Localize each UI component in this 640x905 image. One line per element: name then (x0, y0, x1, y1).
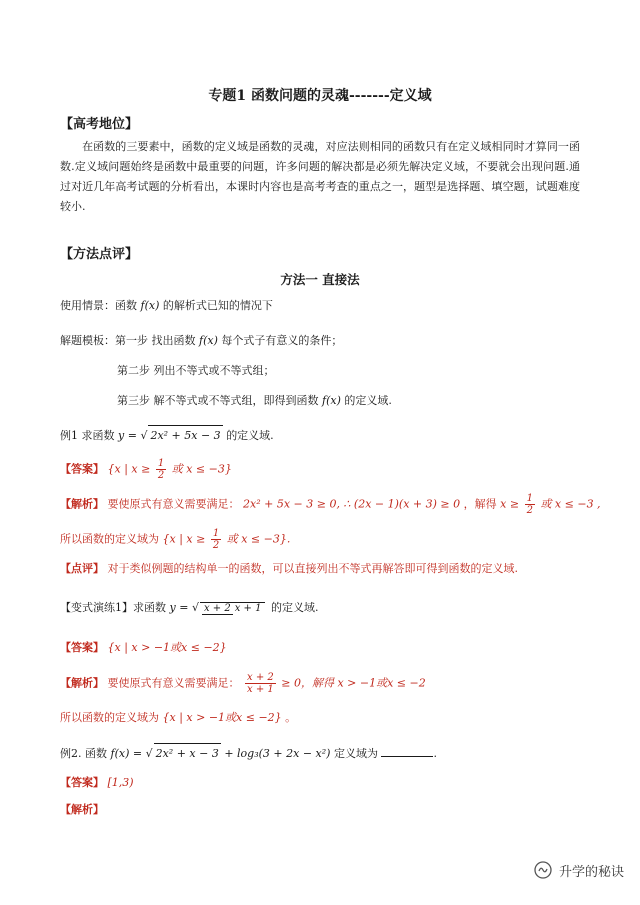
analysis-fraction (245, 672, 276, 695)
fraction-numerator: 1 (157, 458, 165, 469)
watermark (533, 860, 624, 880)
example2-answer-value: [1,3) (107, 776, 134, 789)
analysis-end: 或 x ≤ −3 , (540, 497, 601, 511)
example1-question (60, 425, 274, 446)
answer-tag: 【答案】 (60, 462, 104, 476)
analysis-inequality: 2x² + 5x − 3 ≥ 0, ∴ (2x − 1)(x + 3) ≥ 0 (243, 497, 461, 511)
example1-answer-pre: {x | x ≥ (107, 462, 151, 476)
method1-template-step2: 第二步 列出不等式或不等式组； (117, 364, 275, 377)
fraction-denominator: x + 1 (234, 603, 262, 614)
variant1-answer-value: {x | x > −1或x ≤ −2} (107, 641, 227, 654)
method1-template-step3 (117, 391, 392, 411)
fraction-denominator: 2 (157, 470, 165, 481)
sqrt-symbol: √ (140, 429, 148, 442)
conclusion-math: {x | x > −1或x ≤ −2} (162, 711, 282, 724)
watermark-text: 升学的秘诀 (558, 864, 624, 880)
analysis-text: 要使原式有意义需要满足： (107, 497, 240, 511)
example2-label: 例2. 函数 (60, 747, 107, 760)
fraction-numerator: 1 (526, 493, 533, 504)
analysis-conclusion-end: 或 x ≤ −3}. (226, 532, 291, 546)
comment-text: 对于类似例题的结构单一的函数，可以直接列出不等式再解答即可得到函数的定义域. (107, 562, 518, 575)
fraction-denominator: 2 (212, 540, 220, 551)
example2-radicand: 2x² + x − 3 (154, 743, 221, 764)
example1-label: 例1 求函数 (60, 429, 115, 442)
example2-answer (60, 773, 134, 793)
conclusion-end: 。 (285, 711, 297, 724)
gaokao-paragraph (60, 137, 580, 217)
analysis-mid: ，解得 (463, 497, 497, 511)
analysis-mid: ≥ 0，解得 (281, 676, 334, 690)
use-case-tail: 的解析式已知的情况下 (162, 299, 273, 312)
answer-tag: 【答案】 (60, 776, 104, 789)
page-title: 专题1 函数问题的灵魂-------定义域 (208, 88, 432, 104)
example2-log-part: + log₃(3 + 2x − x²) (224, 747, 331, 760)
analysis-x: x ≥ (500, 497, 520, 511)
analysis-conclusion-math: {x | x ≥ (162, 532, 206, 546)
gaokao-paragraph-text: 在函数的三要素中，函数的定义域是函数的灵魂，对应法则相同的函数只有在定义域相同时才算同一函数.定义域问题始终是函数中最重要的问题，许多问题的解决都是必须先解决定义域，不要就会出现问题.通过对近几年高考试题的分析看出，本课时内容也是高考考查的重点之一，题型是选择题、填空题，试题难度较小. (60, 140, 580, 213)
example1-tail: 的定义域. (226, 429, 274, 442)
example1-answer (60, 458, 232, 481)
fraction-numerator: 1 (212, 528, 220, 539)
template-math: f(x) (199, 334, 218, 347)
analysis-tag: 【解析】 (60, 497, 104, 511)
variant1-func: y = (169, 601, 189, 614)
step3-math: f(x) (322, 394, 341, 407)
step3-text: 第三步 解不等式或不等式组，即得到函数 (117, 394, 319, 407)
wechat-channel-icon (533, 860, 553, 880)
template-tail: 每个式子有意义的条件； (221, 334, 343, 347)
fraction-numerator: x + 2 (247, 672, 274, 683)
example2-func: f(x) = (110, 747, 143, 760)
example2-tail: 定义域为 (333, 747, 378, 760)
analysis-tag: 【解析】 (60, 803, 104, 816)
example1-analysis-line2 (60, 528, 290, 551)
analysis-tag: 【解析】 (60, 676, 104, 690)
method1-use-case (60, 296, 273, 316)
analysis-fraction (525, 493, 535, 516)
step3-tail: 的定义域. (344, 394, 392, 407)
use-case-label: 使用情景：函数 (60, 299, 137, 312)
variant1-question (60, 598, 318, 618)
conclusion-text: 所以函数的定义域为 (60, 711, 159, 724)
answer-blank (381, 746, 433, 757)
answer-tag: 【答案】 (60, 641, 104, 654)
example1-radicand: 2x² + 5x − 3 (148, 425, 222, 446)
fraction-numerator: x + 2 (203, 603, 231, 614)
method1-template-step1 (60, 331, 342, 351)
example1-analysis-line1 (60, 493, 601, 516)
example1-answer-post: 或 x ≤ −3} (171, 462, 232, 476)
analysis-conclusion-text: 所以函数的定义域为 (60, 532, 159, 546)
variant1-analysis (60, 672, 426, 695)
analysis-conclusion-fraction (211, 528, 221, 551)
comment-tag: 【点评】 (60, 562, 104, 575)
analysis-result: x > −1或x ≤ −2 (337, 676, 426, 690)
section-heading-method-review: 【方法点评】 (60, 247, 139, 262)
example1-answer-fraction (156, 458, 166, 481)
example1-comment (60, 559, 518, 579)
variant1-answer (60, 638, 227, 658)
example1-func: y = (118, 429, 137, 442)
sqrt-symbol: √ (191, 601, 199, 614)
example2-question (60, 743, 437, 764)
use-case-math: f(x) (140, 299, 160, 312)
analysis-text: 要使原式有意义需要满足： (107, 676, 240, 690)
example2-analysis (60, 800, 104, 820)
variant1-label: 【变式演练1】求函数 (60, 601, 166, 614)
method1-heading: 方法一 直接法 (280, 272, 360, 287)
variant1-fraction (200, 602, 266, 614)
variant1-tail: 的定义域. (270, 601, 319, 614)
variant1-conclusion (60, 708, 296, 728)
fraction-denominator: 2 (526, 505, 533, 516)
sqrt-symbol: √ (145, 747, 153, 760)
template-label: 解题模板：第一步 找出函数 (60, 334, 196, 347)
example2-period: . (433, 747, 437, 760)
fraction-denominator: x + 1 (247, 684, 274, 695)
section-heading-gaokao: 【高考地位】 (60, 117, 139, 132)
